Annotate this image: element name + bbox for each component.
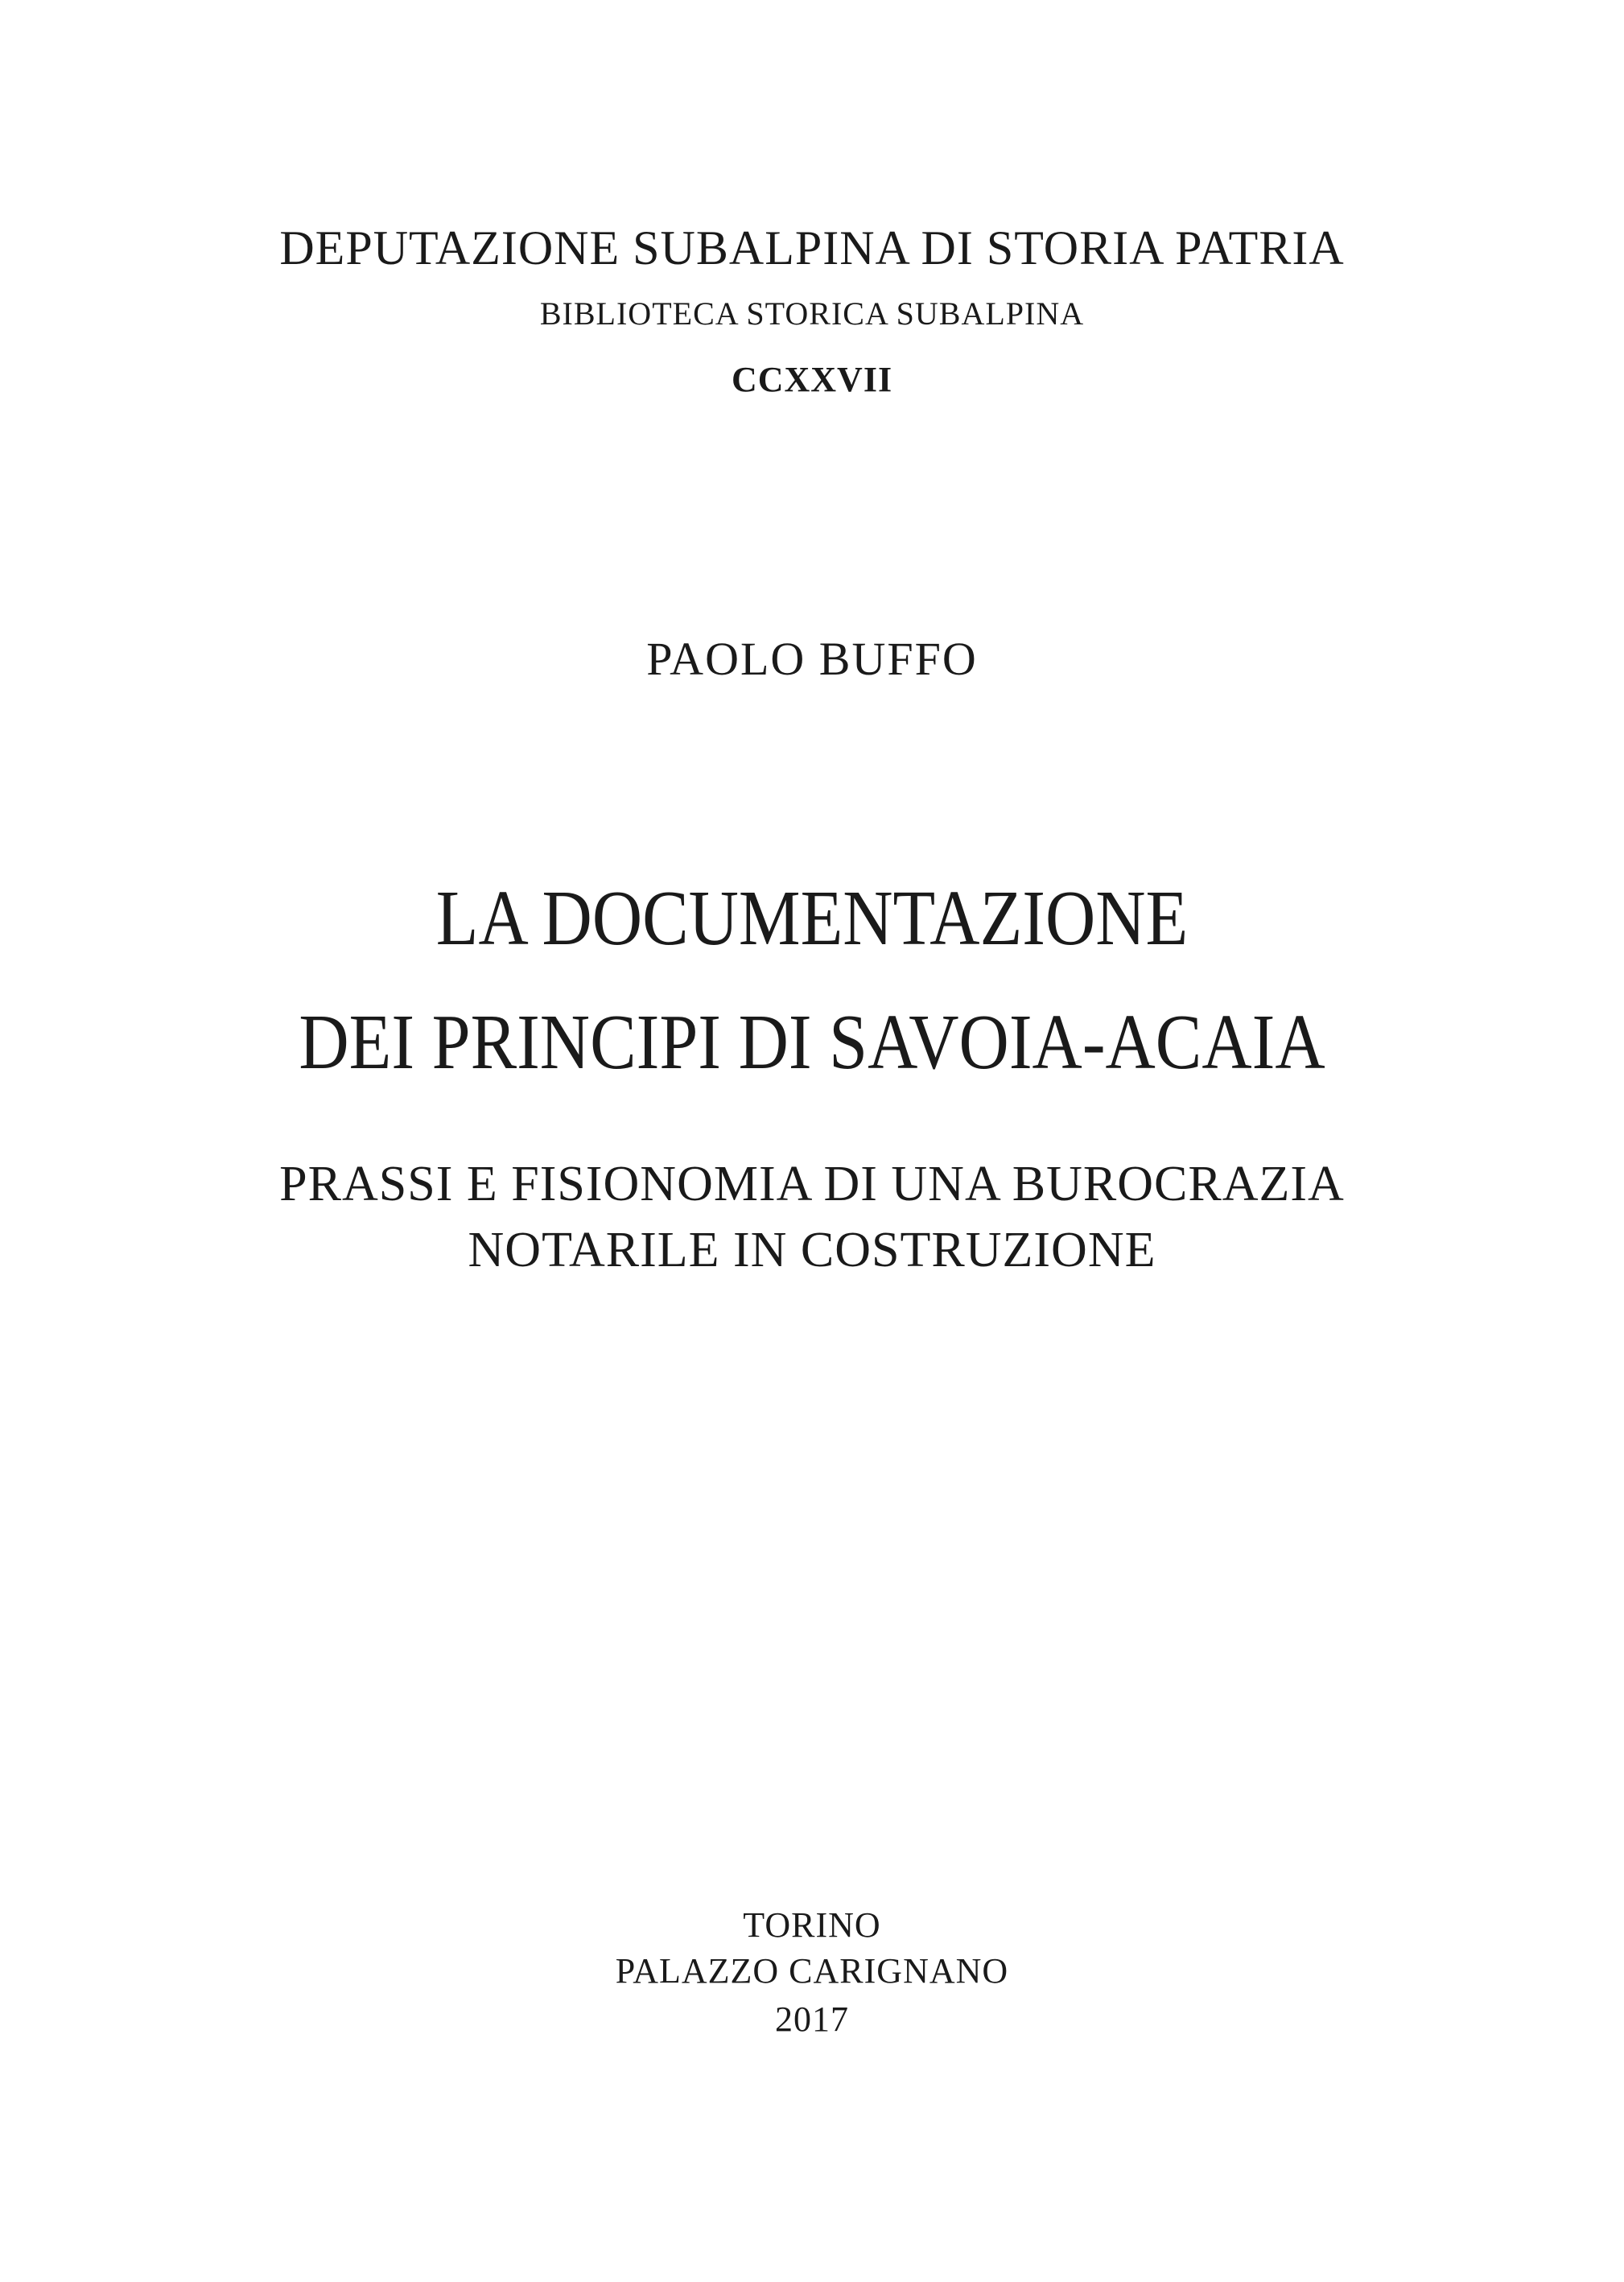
series-collection: BIBLIOTECA STORICA SUBALPINA — [539, 295, 1085, 332]
imprint-city: TORINO — [743, 1905, 881, 1945]
book-title-line-2: DEI PRINCIPI DI SAVOIA-ACAIA — [299, 999, 1325, 1086]
book-subtitle-line-2: NOTARILE IN COSTRUZIONE — [468, 1223, 1156, 1277]
author-name: PAOLO BUFFO — [646, 633, 978, 685]
book-subtitle-line-1: PRASSI E FISIONOMIA DI UNA BUROCRAZIA — [279, 1157, 1345, 1211]
series-institution: DEPUTAZIONE SUBALPINA DI STORIA PATRIA — [279, 221, 1345, 274]
imprint-publisher: PALAZZO CARIGNANO — [615, 1951, 1009, 1991]
series-volume-number: CCXXVII — [731, 360, 893, 399]
imprint-year: 2017 — [775, 1999, 849, 2039]
book-title-line-1: LA DOCUMENTAZIONE — [435, 875, 1189, 962]
